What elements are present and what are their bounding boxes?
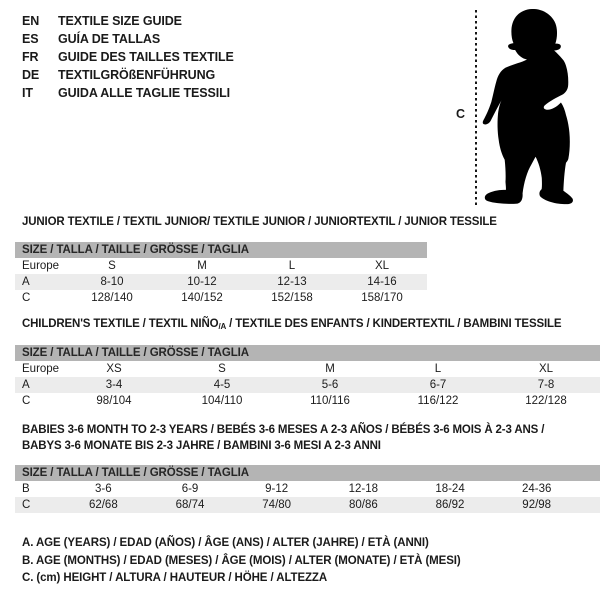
lang-row-es	[22, 30, 234, 48]
size-cell: 12-18	[348, 483, 379, 495]
table-row-height	[15, 497, 600, 513]
children-size-table	[15, 345, 600, 409]
size-cell: 116/122	[417, 395, 459, 407]
size-cell: 92/98	[522, 499, 552, 511]
section-title-junior: JUNIOR TEXTILE / TEXTIL JUNIOR/ TEXTILE JUNIOR / JUNIORTEXTIL / JUNIOR TESSILE	[22, 216, 497, 228]
title-part: / TEXTILE DES ENFANTS / KINDERTEXTIL / BAMBINI TESSILE	[226, 318, 562, 330]
size-cell: 18-24	[435, 483, 465, 495]
size-cell: 140/152	[181, 292, 223, 304]
table-row-height	[15, 393, 600, 409]
size-cell: 62/68	[88, 499, 118, 511]
size-cell: 6-9	[181, 483, 199, 495]
size-cell: 5-6	[321, 379, 339, 391]
size-cell: XL	[374, 260, 390, 272]
row-label: C	[22, 395, 31, 407]
lang-code: ES	[22, 32, 39, 46]
language-header	[22, 12, 234, 102]
lang-title: GUIDA ALLE TAGLIE TESSILI	[58, 86, 231, 100]
lang-code: DE	[22, 68, 40, 82]
lang-code: FR	[22, 50, 39, 64]
height-measure-label: C	[456, 107, 466, 121]
size-cell: 6-7	[429, 379, 447, 391]
lang-title: GUÍA DE TALLAS	[58, 32, 161, 46]
lang-row-de	[22, 66, 234, 84]
table-row-months	[15, 481, 600, 497]
size-cell: 104/110	[201, 395, 243, 407]
row-label: Europe	[22, 260, 60, 272]
lang-row-fr	[22, 48, 234, 66]
footnotes	[22, 535, 461, 588]
size-cell: S	[108, 260, 116, 272]
table-row-europe	[15, 258, 427, 274]
size-cell: 12-13	[277, 276, 307, 288]
size-cell: XS	[106, 363, 122, 375]
size-cell: 128/140	[91, 292, 133, 304]
lang-title: TEXTILE SIZE GUIDE	[58, 14, 182, 28]
lang-code: IT	[22, 86, 33, 100]
size-cell: 7-8	[537, 379, 555, 391]
row-label: Europe	[22, 363, 60, 375]
lang-code: EN	[22, 14, 40, 28]
section-title-babies	[22, 423, 544, 454]
lang-row-en	[22, 12, 234, 30]
footnote-a: A. AGE (YEARS) / EDAD (AÑOS) / ÂGE (ANS) / ALTER (JAHRE) / ETÀ (ANNI)	[22, 537, 429, 549]
size-cell: 24-36	[521, 483, 552, 495]
row-label: A	[22, 379, 30, 391]
baby-silhouette-icon	[481, 9, 575, 208]
lang-title: GUIDE DES TAILLES TEXTILE	[58, 50, 234, 64]
row-label: C	[22, 499, 31, 511]
table-row-age	[15, 274, 427, 290]
size-cell: 14-16	[367, 276, 397, 288]
size-cell: M	[197, 260, 207, 272]
size-cell: XL	[538, 363, 554, 375]
size-cell: S	[218, 363, 226, 375]
section-title-children	[22, 317, 561, 334]
size-cell: M	[325, 363, 335, 375]
size-header-bar: SIZE / TALLA / TAILLE / GRÖSSE / TAGLIA	[15, 242, 427, 258]
size-cell: 68/74	[175, 499, 205, 511]
size-cell: 74/80	[262, 499, 292, 511]
size-header-bar: SIZE / TALLA / TAILLE / GRÖSSE / TAGLIA	[15, 345, 600, 361]
babies-size-table	[15, 465, 600, 513]
table-row-age	[15, 377, 600, 393]
size-cell: 152/158	[271, 292, 313, 304]
row-label: B	[22, 483, 30, 495]
size-cell: L	[288, 260, 296, 272]
size-cell: 3-6	[95, 483, 112, 495]
table-row-europe	[15, 361, 600, 377]
lang-row-it	[22, 84, 234, 102]
title-line: BABIES 3-6 MONTH TO 2-3 YEARS / BEBÉS 3-6 MESES A 2-3 AÑOS / BÉBÉS 3-6 MOIS À 2-3 ANS /	[22, 424, 545, 436]
row-label: A	[22, 276, 30, 288]
size-cell: 98/104	[96, 395, 132, 407]
table-row-height	[15, 290, 427, 306]
size-cell: 4-5	[213, 379, 231, 391]
size-cell: 110/116	[310, 395, 350, 407]
size-cell: 86/92	[435, 499, 465, 511]
title-part: CHILDREN'S TEXTILE / TEXTIL NIÑO	[22, 318, 219, 330]
footnote-c: C. (cm) HEIGHT / ALTURA / HAUTEUR / HÖHE / ALTEZZA	[22, 572, 328, 584]
size-header-bar: SIZE / TALLA / TAILLE / GRÖSSE / TAGLIA	[15, 465, 600, 481]
size-cell: 10-12	[187, 276, 217, 288]
footnote-b: B. AGE (MONTHS) / EDAD (MESES) / ÂGE (MOIS) / ALTER (MONATE) / ETÀ (MESI)	[22, 554, 461, 567]
title-line: BABYS 3-6 MONATE BIS 2-3 JAHRE / BAMBINI 3-6 MESI A 2-3 ANNI	[22, 439, 381, 452]
junior-size-table	[15, 242, 427, 306]
size-cell: 122/128	[525, 395, 567, 407]
size-cell: 80/86	[348, 499, 378, 511]
row-label: C	[22, 292, 31, 304]
size-cell: L	[434, 363, 442, 375]
size-cell: 9-12	[265, 483, 289, 495]
size-cell: 3-4	[105, 379, 123, 391]
size-cell: 158/170	[361, 292, 403, 304]
height-measure-dashed-line	[475, 10, 477, 208]
lang-title: TEXTILGRÖßENFÜHRUNG	[58, 68, 216, 82]
size-cell: 8-10	[100, 276, 124, 288]
title-subscript: /A	[218, 322, 227, 331]
